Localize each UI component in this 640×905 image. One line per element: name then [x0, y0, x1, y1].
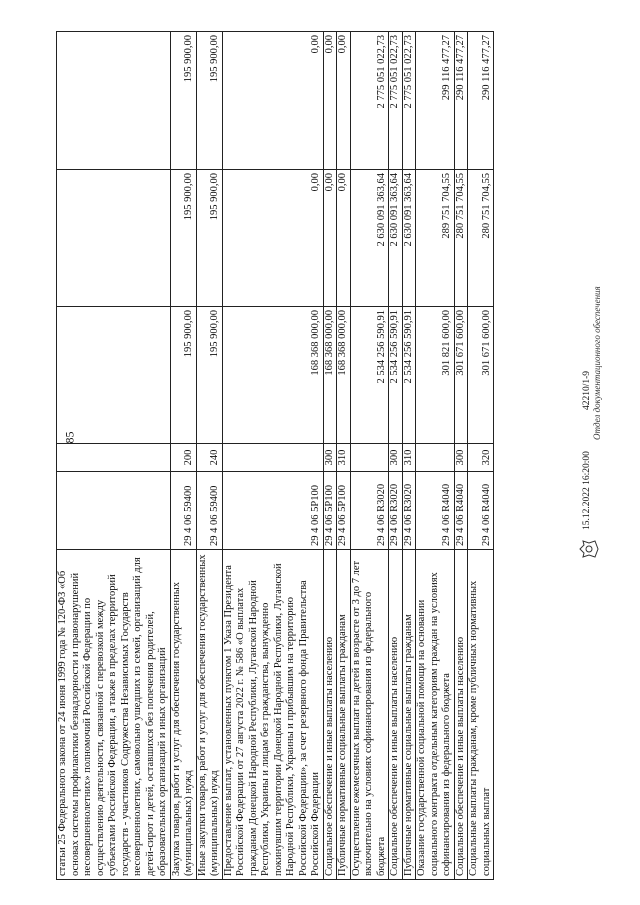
- row-value-2025-cell: 2 775 051 022,73: [389, 32, 403, 170]
- table-row: [337, 32, 351, 880]
- row-code-cell: 29 4 06 R4040: [416, 472, 455, 550]
- footer-doc-number: 42210/1-9: [582, 370, 592, 410]
- row-value-2025-cell: 195 900,00: [196, 32, 222, 170]
- row-vr-cell: 200: [170, 444, 196, 472]
- row-code-cell: 29 4 06 R3020: [389, 472, 403, 550]
- row-value-2023-cell: 301 671 600,00: [468, 307, 494, 444]
- row-value-2023-cell: 2 534 256 590,91: [389, 307, 403, 444]
- table-row: [196, 32, 222, 880]
- row-value-2025-cell: 0,00: [222, 32, 323, 170]
- row-name-cell: Социальное обеспечение и иные выплаты населению: [454, 550, 468, 880]
- row-vr-cell: [222, 444, 323, 472]
- row-name-cell: Публичные нормативные социальные выплаты гражданам: [402, 550, 416, 880]
- row-vr-cell: 310: [402, 444, 416, 472]
- row-value-2025-cell: 0,00: [337, 32, 351, 170]
- row-vr-cell: 320: [468, 444, 494, 472]
- row-value-2023-cell: 168 368 000,00: [337, 307, 351, 444]
- row-code-cell: 29 4 06 R3020: [350, 472, 389, 550]
- row-vr-cell: 240: [196, 444, 222, 472]
- row-code-cell: 29 4 06 R3020: [402, 472, 416, 550]
- row-vr-cell: 310: [337, 444, 351, 472]
- row-value-2025-cell: 290 116 477,27: [454, 32, 468, 170]
- department-stamp: Отдел документационного обеспечения: [592, 286, 602, 440]
- row-code-cell: 29 4 06 5Р100: [222, 472, 323, 550]
- budget-table: [56, 31, 494, 880]
- table-row: [402, 32, 416, 880]
- row-vr-cell: [350, 444, 389, 472]
- budget-table-container: [56, 32, 576, 880]
- row-vr-cell: 300: [389, 444, 403, 472]
- row-value-2023-cell: 195 900,00: [196, 307, 222, 444]
- table-row: [323, 32, 337, 880]
- table-row: [57, 32, 171, 880]
- table-row: [416, 32, 455, 880]
- row-value-2025-cell: [57, 32, 171, 170]
- table-row: [454, 32, 468, 880]
- row-value-2023-cell: 195 900,00: [170, 307, 196, 444]
- row-value-2023-cell: [57, 307, 171, 444]
- row-value-2023-cell: 168 368 000,00: [323, 307, 337, 444]
- row-code-cell: 29 4 06 59400: [196, 472, 222, 550]
- row-value-2025-cell: 195 900,00: [170, 32, 196, 170]
- row-name-cell: Иные закупки товаров, работ и услуг для обеспечения государственных (муниципальных) нужд: [196, 550, 222, 880]
- row-name-cell: Оказание государственной социальной помощи на основании социального контракта отдельным категориям граждан на условиях софинансирования из федерального бюджета: [416, 550, 455, 880]
- row-value-2024-cell: 195 900,00: [170, 170, 196, 307]
- row-value-2024-cell: 195 900,00: [196, 170, 222, 307]
- row-name-cell: Социальное обеспечение и иные выплаты населению: [323, 550, 337, 880]
- row-value-2024-cell: 280 751 704,55: [468, 170, 494, 307]
- row-value-2024-cell: 289 751 704,55: [416, 170, 455, 307]
- row-value-2024-cell: 280 751 704,55: [454, 170, 468, 307]
- table-row: [389, 32, 403, 880]
- row-name-cell: Социальные выплаты гражданам, кроме публичных нормативных социальных выплат: [468, 550, 494, 880]
- row-code-cell: [57, 472, 171, 550]
- row-value-2023-cell: 2 534 256 590,91: [402, 307, 416, 444]
- row-value-2024-cell: 2 630 091 363,64: [402, 170, 416, 307]
- row-name-cell: Предоставление выплат, установленных пунктом 1 Указа Президента Российской Федерации от 27 августа 2022 г. № 586 «О выплатах гражданам Донецкой Народной Республики, Луганской Народной Республики, Украины и лицам без гражданства, вынужденно покинувшим территории Донецкой Народной Республики, Луганской Народной Республики, Украины и прибывшим на территорию Российской Федерации», за счет резервного фонда Правительства Российской Федерации: [222, 550, 323, 880]
- row-value-2024-cell: 2 630 091 363,64: [389, 170, 403, 307]
- row-code-cell: 29 4 06 59400: [170, 472, 196, 550]
- row-code-cell: 29 4 06 5Р100: [323, 472, 337, 550]
- row-value-2024-cell: 0,00: [337, 170, 351, 307]
- row-name-cell: Социальное обеспечение и иные выплаты населению: [389, 550, 403, 880]
- row-value-2024-cell: 0,00: [323, 170, 337, 307]
- page-number: 85: [62, 431, 77, 444]
- row-value-2023-cell: 168 368 000,00: [222, 307, 323, 444]
- row-value-2025-cell: 2 775 051 022,73: [350, 32, 389, 170]
- row-code-cell: 29 4 06 R4040: [468, 472, 494, 550]
- table-row: [170, 32, 196, 880]
- row-vr-cell: 300: [454, 444, 468, 472]
- row-value-2023-cell: 2 534 256 590,91: [350, 307, 389, 444]
- row-name-cell: статьи 25 Федерального закона от 24 июня 1999 года № 120-ФЗ «Об основах системы профилактики безнадзорности и правонарушений несовершеннолетних» полномочий Российской Федерации по осуществлению деятельности, связанной с перевозкой между субъектами Российской Федерации, а также в пределах территорий государств - участников Содружества Независимых Государств несовершеннолетних, самовольно ушедших из семей, организаций для детей-сирот и детей, оставшихся без попечения родителей, образовательных организаций и иных организаций: [57, 550, 171, 880]
- row-value-2023-cell: 301 671 600,00: [454, 307, 468, 444]
- table-row: [350, 32, 389, 880]
- coat-of-arms-icon: [578, 538, 600, 560]
- document-footer: [578, 230, 638, 560]
- row-value-2025-cell: 2 775 051 022,73: [402, 32, 416, 170]
- row-value-2025-cell: 290 116 477,27: [468, 32, 494, 170]
- budget-table-body: [57, 32, 494, 880]
- row-name-cell: Закупка товаров, работ и услуг для обеспечения государственных (муниципальных) нужд: [170, 550, 196, 880]
- table-row: [222, 32, 323, 880]
- row-value-2024-cell: 2 630 091 363,64: [350, 170, 389, 307]
- table-row: [468, 32, 494, 880]
- row-name-cell: Осуществление ежемесячных выплат на детей в возрасте от 3 до 7 лет включительно на условиях софинансирования из федерального бюджета: [350, 550, 389, 880]
- row-value-2024-cell: 0,00: [222, 170, 323, 307]
- row-vr-cell: [57, 444, 171, 472]
- row-value-2025-cell: 0,00: [323, 32, 337, 170]
- row-value-2023-cell: 301 821 600,00: [416, 307, 455, 444]
- row-code-cell: 29 4 06 R4040: [454, 472, 468, 550]
- row-vr-cell: [416, 444, 455, 472]
- row-vr-cell: 300: [323, 444, 337, 472]
- row-value-2024-cell: [57, 170, 171, 307]
- row-name-cell: Публичные нормативные социальные выплаты гражданам: [337, 550, 351, 880]
- row-value-2025-cell: 299 116 477,27: [416, 32, 455, 170]
- footer-date: 15.12.2022 16:20:00: [582, 451, 592, 530]
- row-code-cell: 29 4 06 5Р100: [337, 472, 351, 550]
